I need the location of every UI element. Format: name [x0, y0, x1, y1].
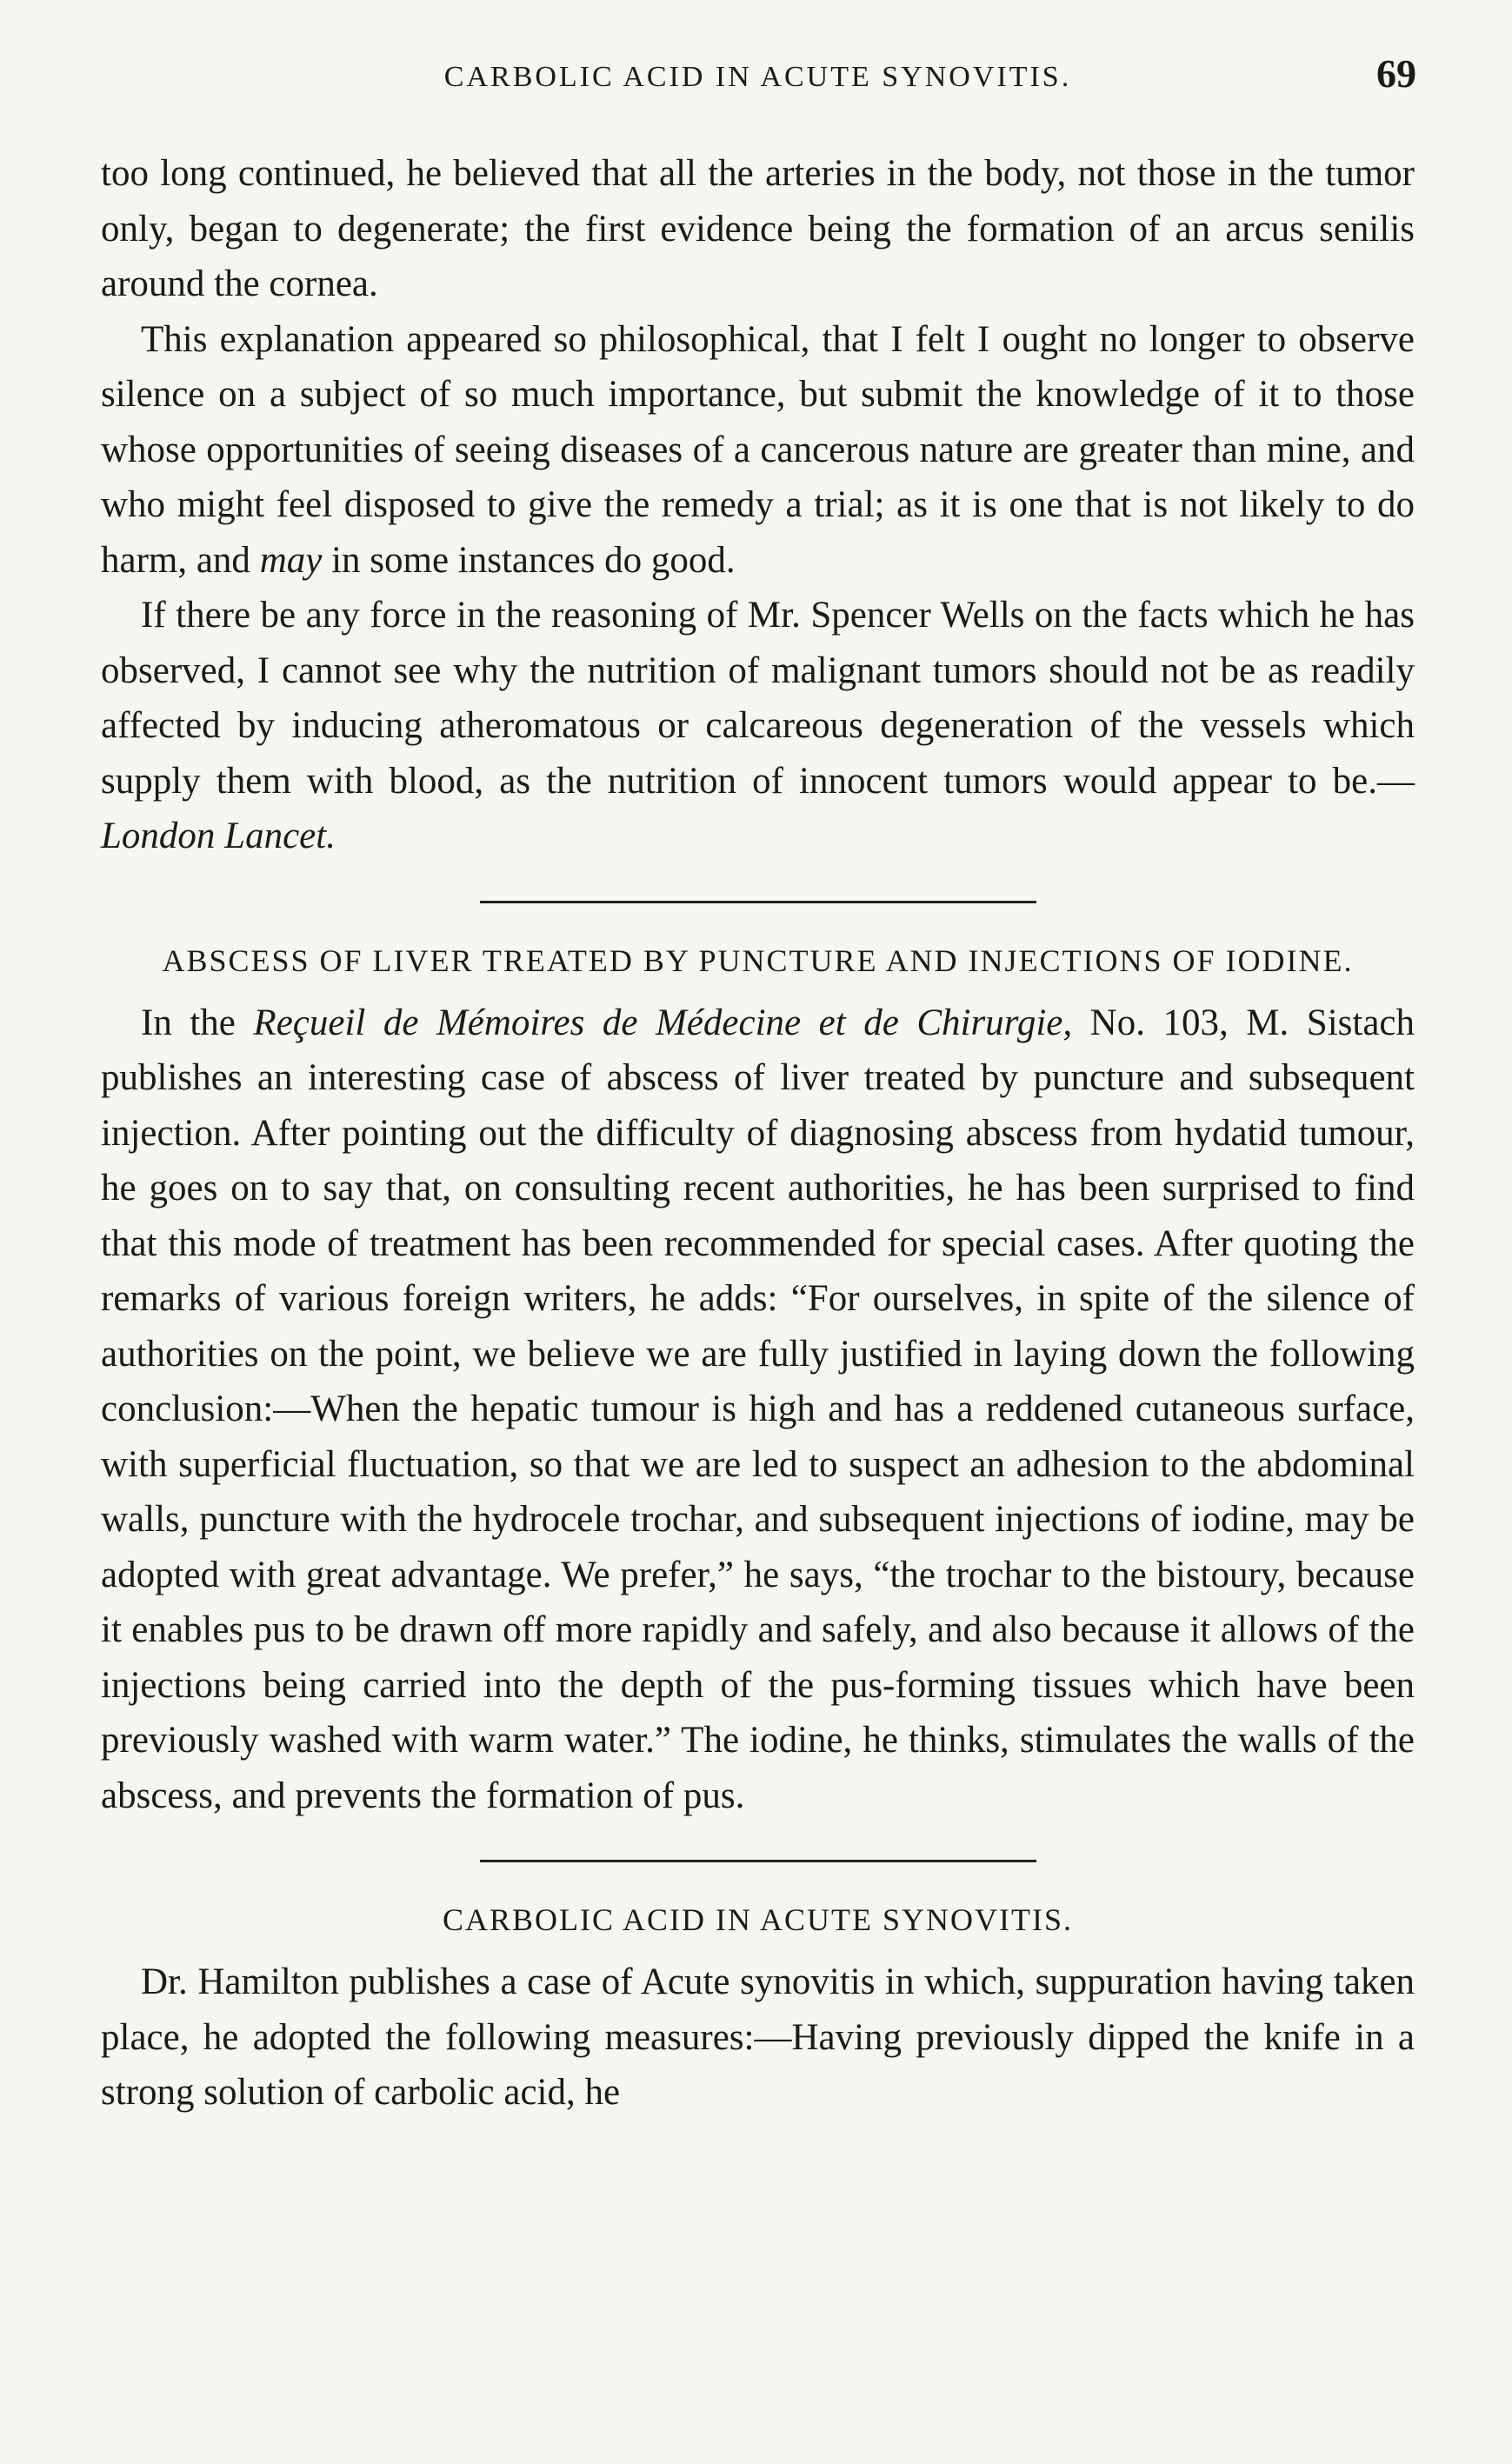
source-citation: London Lancet.: [101, 816, 336, 856]
paragraph: [101, 1955, 1415, 2121]
paragraph-text: In the: [141, 1002, 254, 1043]
paragraph-text: This explanation appeared so philosophical, that I felt I ought no longer to observe silence on a subject of so much importance, but submit the knowledge of it to those whose opportunities of seeing diseases of a cancerous nature are greater than mine, and who might feel disposed to give the remedy a trial; as it is one that is not likely to do harm, and: [101, 318, 1415, 581]
journal-title: Reçueil de Mémoires de Médecine et de Chirurgie,: [253, 1002, 1073, 1043]
section-divider: [480, 1860, 1036, 1862]
paragraph: [101, 146, 1415, 312]
page-header: [99, 45, 1416, 106]
section-title: CARBOLIC ACID IN ACUTE SYNOVITIS.: [442, 1902, 1074, 1937]
running-head: CARBOLIC ACID IN ACUTE SYNOVITIS.: [443, 61, 1072, 93]
paragraph: [101, 588, 1415, 864]
section-divider: [480, 901, 1036, 903]
section-title: ABSCESS OF LIVER TREATED BY PUNCTURE AND INJECTIONS OF IODINE.: [162, 942, 1354, 978]
paragraph: [101, 996, 1415, 1824]
paragraph-text: No. 103, M. Sistach publishes an interesting case of abscess of liver treated by puncture and subsequent injection. After pointing out the difficulty of diagnosing abscess from hydatid tumour, he goes on to say that, on consulting recent authorities, he has been surprised to find that this mode of treatment has been recommended for special cases. After quoting the remarks of various foreign writers, he adds: “For ourselves, in spite of the silence of authorities on the point, we believe we are fully justified in laying down the following conclusion:—When the hepatic tumour is high and has a reddened cutaneous surface, with superficial fluctuation, so that we are led to suspect an adhesion to the abdominal walls, puncture with the hydrocele trochar, and subsequent injections of iodine, may be adopted with great advantage. We prefer,” he says, “the trochar to the bistoury, because it enables pus to be drawn off more rapidly and safely, and also because it allows of the injections being carried into the depth of the pus-forming tissues which have been previously washed with warm water.” The iodine, he thinks, stimulates the walls of the abscess, and prevents the formation of pus.: [101, 1002, 1415, 1816]
paragraph-text: If there be any force in the reasoning of Mr. Spencer Wells on the facts which he has observed, I cannot see why the nutrition of malignant tumors should not be as readily affected by inducing atheromatous or calcareous degeneration of the vessels which supply them with blood, as the nutrition of innocent tumors would appear to be.—: [101, 595, 1415, 802]
paragraph-text: in some instances do good.: [322, 539, 736, 581]
page-body: [101, 146, 1415, 2121]
paragraph: [101, 312, 1415, 589]
paragraph-text: too long continued, he believed that all the arteries in the body, not those in the tumor only, began to degenerate; the first evidence being the formation of an arcus senilis around the cornea.: [101, 153, 1415, 304]
emphasis-text: may: [259, 539, 323, 581]
page-number: 69: [1376, 51, 1416, 96]
paragraph-text: Dr. Hamilton publishes a case of Acute synovitis in which, suppuration having taken place, he adopted the following measures:—Having previously dipped the knife in a strong solution of carbolic acid, he: [101, 1961, 1415, 2113]
